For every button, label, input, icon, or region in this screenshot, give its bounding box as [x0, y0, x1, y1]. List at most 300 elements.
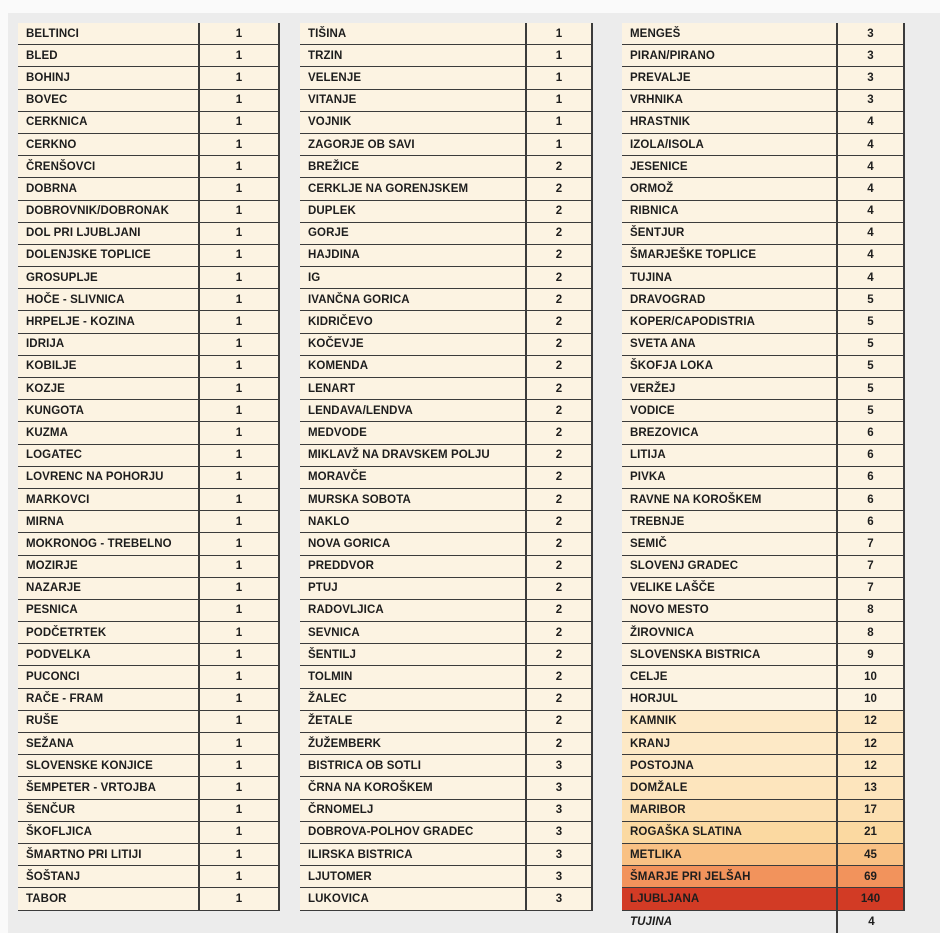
table-row: [18, 644, 280, 666]
table-row: [622, 201, 905, 223]
count-value-cell: 2: [527, 245, 593, 266]
table-row: [622, 178, 905, 200]
municipality-name-cell: PREDDVOR: [300, 556, 527, 577]
count-value-cell: 2: [527, 422, 593, 443]
count-value-cell: 5: [838, 311, 905, 332]
table-row: [300, 445, 593, 467]
municipality-name-cell: ŽALEC: [300, 689, 527, 710]
table-row: [300, 866, 593, 888]
count-value-cell: 3: [527, 888, 593, 909]
municipality-name-cell: MENGEŠ: [622, 23, 838, 44]
count-value-cell: 10: [838, 689, 905, 710]
municipality-name-cell: VITANJE: [300, 90, 527, 111]
table-row: [622, 445, 905, 467]
table-row: [622, 378, 905, 400]
table-row: [18, 777, 280, 799]
count-value-cell: 2: [527, 666, 593, 687]
count-value-cell: 2: [527, 689, 593, 710]
count-value-cell: 1: [527, 23, 593, 44]
municipality-name-cell: IDRIJA: [18, 334, 200, 355]
table-row: [18, 888, 280, 910]
municipality-name-cell: TUJINA: [622, 911, 838, 933]
table-row: [300, 733, 593, 755]
municipality-name-cell: TABOR: [18, 888, 200, 909]
count-value-cell: 1: [527, 112, 593, 133]
municipality-name-cell: ŽIROVNICA: [622, 622, 838, 643]
municipality-name-cell: PIVKA: [622, 467, 838, 488]
municipality-name-cell: ZAGORJE OB SAVI: [300, 134, 527, 155]
municipality-name-cell: ŠOŠTANJ: [18, 866, 200, 887]
municipality-name-cell: SLOVENSKE KONJICE: [18, 755, 200, 776]
count-value-cell: 12: [838, 733, 905, 754]
count-value-cell: 1: [527, 90, 593, 111]
count-value-cell: 1: [200, 578, 280, 599]
municipality-name-cell: BELTINCI: [18, 23, 200, 44]
municipality-name-cell: VOJNIK: [300, 112, 527, 133]
count-value-cell: 4: [838, 178, 905, 199]
table-row: [300, 511, 593, 533]
table-row: [300, 156, 593, 178]
count-value-cell: 3: [527, 822, 593, 843]
count-value-cell: 1: [200, 245, 280, 266]
municipality-name-cell: TOLMIN: [300, 666, 527, 687]
count-value-cell: 1: [200, 866, 280, 887]
count-value-cell: 2: [527, 311, 593, 332]
count-value-cell: 2: [527, 467, 593, 488]
count-value-cell: 12: [838, 711, 905, 732]
municipality-name-cell: LOVRENC NA POHORJU: [18, 467, 200, 488]
table-row: [622, 90, 905, 112]
municipality-name-cell: HORJUL: [622, 689, 838, 710]
count-value-cell: 1: [527, 134, 593, 155]
count-value-cell: 4: [868, 915, 875, 928]
count-value-cell: 2: [527, 223, 593, 244]
table-row: [18, 400, 280, 422]
table-row: [18, 267, 280, 289]
municipality-name-cell: PODVELKA: [18, 644, 200, 665]
count-value-cell: 4: [838, 201, 905, 222]
count-value-cell: 1: [200, 511, 280, 532]
count-value-cell: 3: [527, 755, 593, 776]
count-value-cell: 1: [200, 422, 280, 443]
municipality-name-cell: ILIRSKA BISTRICA: [300, 844, 527, 865]
table-row: [300, 23, 593, 45]
count-value-cell: 2: [527, 156, 593, 177]
count-value-cell: 1: [200, 289, 280, 310]
municipality-name-cell: LITIJA: [622, 445, 838, 466]
count-value-cell: 3: [527, 866, 593, 887]
table-row: [622, 289, 905, 311]
count-value-cell: 1: [200, 267, 280, 288]
count-value-cell: 2: [527, 511, 593, 532]
table-row: [622, 556, 905, 578]
count-value-cell: 4: [838, 134, 905, 155]
table-row: [622, 311, 905, 333]
table-row: [18, 489, 280, 511]
table-row: [300, 400, 593, 422]
municipality-name-cell: KOBILJE: [18, 356, 200, 377]
municipality-name-cell: RAVNE NA KOROŠKEM: [622, 489, 838, 510]
count-value-cell: 1: [200, 134, 280, 155]
municipality-name-cell: PTUJ: [300, 578, 527, 599]
municipality-name-cell: MEDVODE: [300, 422, 527, 443]
count-value-cell: 1: [527, 67, 593, 88]
table-row: [622, 777, 905, 799]
table-row: [622, 822, 905, 844]
table-row: [300, 267, 593, 289]
table-row: [18, 800, 280, 822]
municipality-name-cell: ŠENTJUR: [622, 223, 838, 244]
municipality-name-cell: CERKLJE NA GORENJSKEM: [300, 178, 527, 199]
municipality-name-cell: SEVNICA: [300, 622, 527, 643]
municipality-name-cell: DUPLEK: [300, 201, 527, 222]
count-value-cell: 2: [527, 445, 593, 466]
count-value-cell: 3: [527, 844, 593, 865]
municipality-name-cell: VODICE: [622, 400, 838, 421]
municipality-name-cell: PIRAN/PIRANO: [622, 45, 838, 66]
count-value-cell: 1: [200, 666, 280, 687]
count-value-cell: 1: [200, 378, 280, 399]
municipality-name-cell: RIBNICA: [622, 201, 838, 222]
municipality-name-cell: LENART: [300, 378, 527, 399]
count-value-cell: 2: [527, 356, 593, 377]
count-value-cell: 3: [527, 800, 593, 821]
table-row: [622, 422, 905, 444]
municipality-name-cell: RAČE - FRAM: [18, 689, 200, 710]
table-row: [300, 600, 593, 622]
table-row: [300, 112, 593, 134]
municipality-name-cell: HRASTNIK: [622, 112, 838, 133]
table-row: [18, 578, 280, 600]
table-row: [18, 23, 280, 45]
count-value-cell: 1: [200, 888, 280, 909]
table-row: [300, 644, 593, 666]
municipality-name-cell: NAKLO: [300, 511, 527, 532]
table-row: [622, 67, 905, 89]
count-value-cell: 10: [838, 666, 905, 687]
count-value-cell: 6: [838, 511, 905, 532]
municipality-name-cell: KOZJE: [18, 378, 200, 399]
municipality-name-cell: PESNICA: [18, 600, 200, 621]
count-value-cell: 9: [838, 644, 905, 665]
table-row: [622, 334, 905, 356]
municipality-name-cell: NOVA GORICA: [300, 533, 527, 554]
table-row: [18, 467, 280, 489]
municipality-name-cell: KUNGOTA: [18, 400, 200, 421]
count-value-cell: 1: [200, 822, 280, 843]
table-row: [18, 178, 280, 200]
municipality-name-cell: KOPER/CAPODISTRIA: [622, 311, 838, 332]
municipality-name-cell: PREVALJE: [622, 67, 838, 88]
municipality-name-cell: MORAVČE: [300, 467, 527, 488]
count-value-cell: 6: [838, 422, 905, 443]
table-row: [622, 533, 905, 555]
table-row: [622, 733, 905, 755]
table-row: [622, 511, 905, 533]
count-value-cell: 1: [200, 67, 280, 88]
count-value-cell: 1: [200, 600, 280, 621]
table-row: [18, 245, 280, 267]
count-value-cell: 7: [838, 578, 905, 599]
count-value-cell: 1: [200, 311, 280, 332]
municipality-name-cell: ŠENČUR: [18, 800, 200, 821]
table-row: [18, 156, 280, 178]
table-row: [18, 689, 280, 711]
count-value-cell: 2: [527, 556, 593, 577]
table-row: [622, 622, 905, 644]
count-value-cell: 1: [200, 556, 280, 577]
count-value-cell: 1: [200, 90, 280, 111]
table-row: [18, 445, 280, 467]
table-row: [622, 156, 905, 178]
municipality-name-cell: ŠMARJE PRI JELŠAH: [622, 866, 838, 887]
municipality-name-cell: KOMENDA: [300, 356, 527, 377]
table-row: [18, 866, 280, 888]
municipality-name-cell: VRHNIKA: [622, 90, 838, 111]
count-value-cell: 6: [838, 489, 905, 510]
table-row: [300, 378, 593, 400]
table-row: [300, 45, 593, 67]
table-row: [300, 334, 593, 356]
table-row: [622, 666, 905, 688]
count-value-cell: 1: [200, 489, 280, 510]
table-row: [18, 45, 280, 67]
count-value-cell: 1: [200, 112, 280, 133]
table-row: [622, 755, 905, 777]
municipality-name-cell: MOZIRJE: [18, 556, 200, 577]
left-margin-band: [0, 0, 8, 933]
municipality-name-cell: ŽETALE: [300, 711, 527, 732]
municipality-name-cell: SLOVENSKA BISTRICA: [622, 644, 838, 665]
municipality-name-cell: BISTRICA OB SOTLI: [300, 755, 527, 776]
count-value-cell: 2: [527, 600, 593, 621]
table-row: [300, 356, 593, 378]
table-row: [18, 356, 280, 378]
table-row: [300, 755, 593, 777]
municipality-name-cell: HRPELJE - KOZINA: [18, 311, 200, 332]
count-value-cell: 2: [527, 533, 593, 554]
count-value-cell: 1: [200, 711, 280, 732]
count-value-cell: 2: [527, 178, 593, 199]
municipality-name-cell: MARIBOR: [622, 800, 838, 821]
table-row: [18, 755, 280, 777]
municipality-name-cell: KRANJ: [622, 733, 838, 754]
municipality-name-cell: KAMNIK: [622, 711, 838, 732]
count-value-cell: 4: [838, 245, 905, 266]
municipality-name-cell: MOKRONOG - TREBELNO: [18, 533, 200, 554]
table-row: [300, 533, 593, 555]
municipality-name-cell: TUJINA: [622, 267, 838, 288]
municipality-name-cell: TREBNJE: [622, 511, 838, 532]
count-value-cell: 1: [200, 156, 280, 177]
table-row: [300, 201, 593, 223]
count-value-cell: 1: [200, 201, 280, 222]
count-value-cell: 1: [200, 533, 280, 554]
table-row: [622, 45, 905, 67]
municipality-name-cell: TRZIN: [300, 45, 527, 66]
municipality-name-cell: SVETA ANA: [622, 334, 838, 355]
municipality-name-cell: RUŠE: [18, 711, 200, 732]
count-value-cell: 5: [838, 334, 905, 355]
municipality-name-cell: DOBRNA: [18, 178, 200, 199]
municipality-name-cell: BLED: [18, 45, 200, 66]
count-value-cell: 1: [200, 334, 280, 355]
count-value-cell: 2: [527, 711, 593, 732]
count-value-cell: 1: [200, 689, 280, 710]
count-value-cell: 5: [838, 356, 905, 377]
municipality-name-cell: LJUBLJANA: [622, 888, 838, 909]
table-row: [622, 23, 905, 45]
table-row: [622, 400, 905, 422]
municipality-name-cell: DOLENJSKE TOPLICE: [18, 245, 200, 266]
municipality-name-cell: KUZMA: [18, 422, 200, 443]
count-value-cell: 2: [527, 267, 593, 288]
count-value-cell: 5: [838, 400, 905, 421]
table-row: [300, 666, 593, 688]
table-row: [300, 245, 593, 267]
table-row: [18, 112, 280, 134]
count-value-cell: 6: [838, 467, 905, 488]
table-row: [18, 67, 280, 89]
table-row: [622, 356, 905, 378]
municipality-name-cell: POSTOJNA: [622, 755, 838, 776]
municipality-name-cell: MARKOVCI: [18, 489, 200, 510]
municipality-name-cell: ŠKOFLJICA: [18, 822, 200, 843]
count-value-cell: 2: [527, 644, 593, 665]
municipality-name-cell: MIRNA: [18, 511, 200, 532]
municipality-name-cell: ČRNOMELJ: [300, 800, 527, 821]
count-value-cell: 1: [200, 356, 280, 377]
count-value-cell: 4: [838, 112, 905, 133]
municipality-name-cell: CELJE: [622, 666, 838, 687]
table-row: [18, 533, 280, 555]
table-row: [622, 467, 905, 489]
column-group-3: [622, 23, 905, 933]
municipality-name-cell: GROSUPLJE: [18, 267, 200, 288]
table-row: [18, 201, 280, 223]
table-row: [300, 800, 593, 822]
table-row: [300, 67, 593, 89]
count-value-cell: 1: [200, 622, 280, 643]
municipality-name-cell: ČRNA NA KOROŠKEM: [300, 777, 527, 798]
table-row: [18, 422, 280, 444]
municipality-name-cell: PODČETRTEK: [18, 622, 200, 643]
municipality-name-cell: IZOLA/ISOLA: [622, 134, 838, 155]
table-row: [18, 311, 280, 333]
table-row: [622, 600, 905, 622]
count-value-cell: 1: [200, 445, 280, 466]
count-value-cell: 8: [838, 622, 905, 643]
municipality-name-cell: ORMOŽ: [622, 178, 838, 199]
count-value-cell: 1: [200, 467, 280, 488]
municipality-name-cell: SEŽANA: [18, 733, 200, 754]
table-row: [622, 223, 905, 245]
table-row: [18, 844, 280, 866]
table-row: [18, 334, 280, 356]
column-group-1: [18, 23, 280, 911]
count-value-cell: 2: [527, 578, 593, 599]
table-row: [300, 467, 593, 489]
table-row: [622, 844, 905, 866]
municipality-name-cell: ROGAŠKA SLATINA: [622, 822, 838, 843]
municipality-name-cell: METLIKA: [622, 844, 838, 865]
table-row: [622, 245, 905, 267]
municipality-name-cell: NOVO MESTO: [622, 600, 838, 621]
municipality-name-cell: NAZARJE: [18, 578, 200, 599]
municipality-name-cell: SLOVENJ GRADEC: [622, 556, 838, 577]
count-value-cell: 1: [200, 400, 280, 421]
count-value-cell: 12: [838, 755, 905, 776]
municipality-name-cell: KOČEVJE: [300, 334, 527, 355]
table-row: [300, 289, 593, 311]
municipality-name-cell: RADOVLJICA: [300, 600, 527, 621]
count-value-cell: 2: [527, 733, 593, 754]
municipality-name-cell: DRAVOGRAD: [622, 289, 838, 310]
table-row: [300, 90, 593, 112]
municipality-name-cell: LENDAVA/LENDVA: [300, 400, 527, 421]
table-row: [622, 888, 905, 910]
table-row: [300, 311, 593, 333]
table-row: [300, 622, 593, 644]
count-value-cell: 2: [527, 201, 593, 222]
table-row: [18, 511, 280, 533]
table-row: [300, 777, 593, 799]
count-value-cell: 3: [838, 23, 905, 44]
count-value-cell: 2: [527, 378, 593, 399]
municipality-name-cell: KIDRIČEVO: [300, 311, 527, 332]
table-row: [18, 223, 280, 245]
table-row: [300, 844, 593, 866]
municipality-name-cell: ŠMARTNO PRI LITIJI: [18, 844, 200, 865]
table-row: [18, 289, 280, 311]
table-row: [18, 600, 280, 622]
municipality-name-cell: MIKLAVŽ NA DRAVSKEM POLJU: [300, 445, 527, 466]
table-row: [18, 733, 280, 755]
count-value-cell: 3: [838, 67, 905, 88]
table-row: [622, 711, 905, 733]
table-row: [300, 888, 593, 910]
municipality-name-cell: ŠEMPETER - VRTOJBA: [18, 777, 200, 798]
count-value-cell: 8: [838, 600, 905, 621]
table-row: [18, 90, 280, 112]
municipality-name-cell: VELENJE: [300, 67, 527, 88]
municipality-name-cell: DOMŽALE: [622, 777, 838, 798]
municipality-name-cell: DOBROVA-POLHOV GRADEC: [300, 822, 527, 843]
municipality-name-cell: IVANČNA GORICA: [300, 289, 527, 310]
count-value-cell: 2: [527, 489, 593, 510]
table-row: [622, 578, 905, 600]
table-row: [300, 178, 593, 200]
count-value-cell: 3: [838, 90, 905, 111]
table-row: [300, 422, 593, 444]
municipality-name-cell: ŠKOFJA LOKA: [622, 356, 838, 377]
count-value-cell: 7: [838, 533, 905, 554]
count-value-cell: 2: [527, 334, 593, 355]
table-row: [622, 134, 905, 156]
table-row: [300, 822, 593, 844]
count-value-cell: 4: [838, 267, 905, 288]
municipality-name-cell: ŠMARJEŠKE TOPLICE: [622, 245, 838, 266]
table-row: [622, 644, 905, 666]
table-row: [300, 556, 593, 578]
table-row: [300, 578, 593, 600]
municipality-name-cell: HOČE - SLIVNICA: [18, 289, 200, 310]
count-value-cell: 1: [200, 644, 280, 665]
table-row: [622, 112, 905, 134]
count-value-cell: 1: [200, 755, 280, 776]
municipality-name-cell: BREŽICE: [300, 156, 527, 177]
count-value-cell: 1: [200, 223, 280, 244]
